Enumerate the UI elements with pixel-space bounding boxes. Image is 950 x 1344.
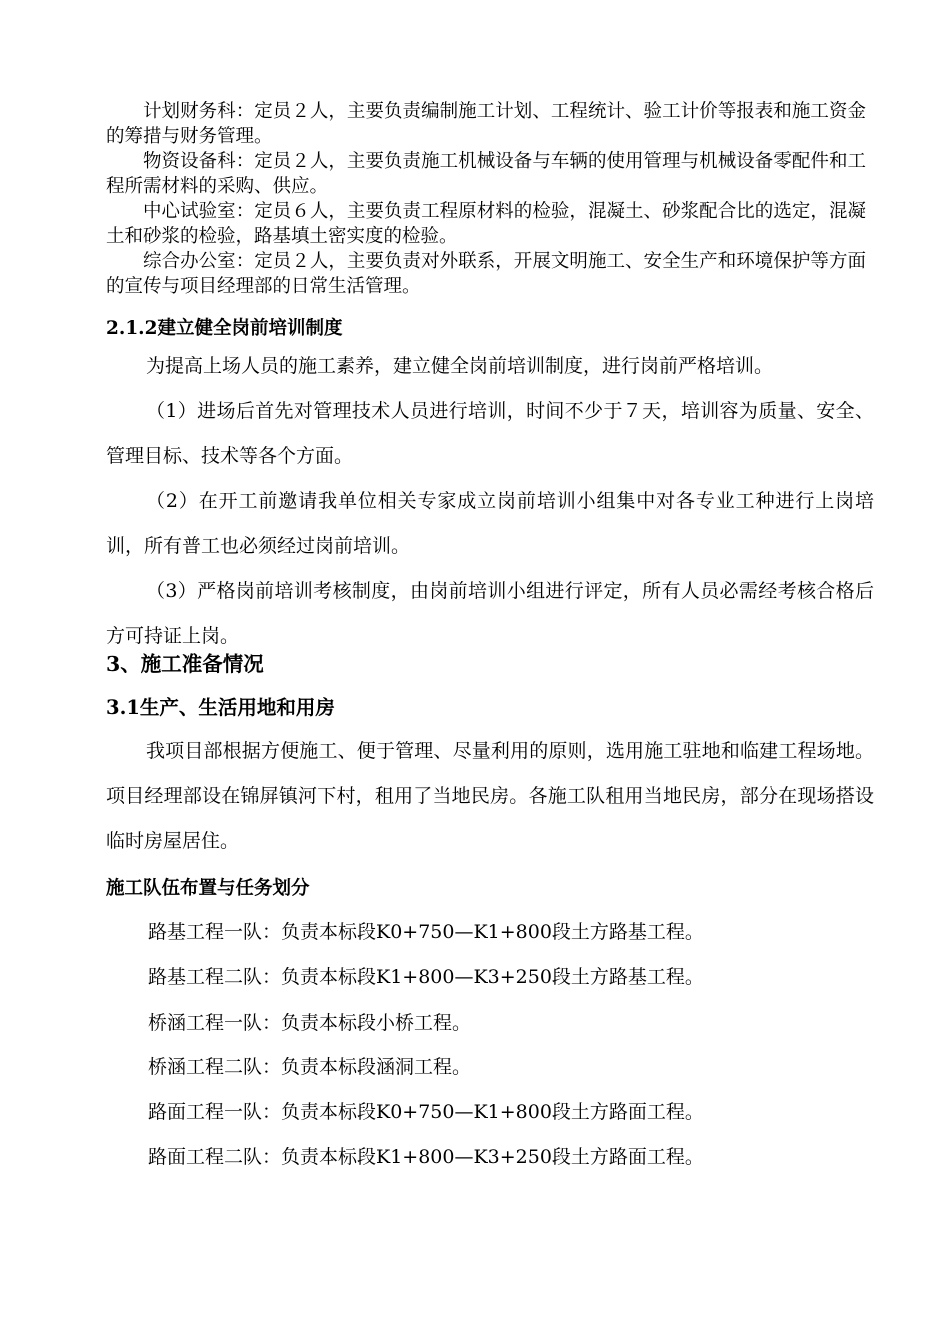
body-paragraph: 我项目部根据方便施工、便于管理、尽量利用的原则，选用施工驻地和临建工程场地。项目经理部设在锦屏镇河下村，租用了当地民房。各施工队租用当地民房，部分在现场搭设临时房屋居住。 xyxy=(106,740,874,852)
section-heading-3-1: 3.1生产、生活用地和用房 xyxy=(106,696,335,719)
department-paragraph: 物资设备科：定员２人，主要负责施工机械设备与车辆的使用管理与机械设备零配件和工程所需材料的采购、供应。 xyxy=(106,151,866,197)
team-item: 路基工程一队：负责本标段K0+750—K1+800段土方路基工程。 xyxy=(148,921,704,943)
section-212-body xyxy=(106,344,874,659)
team-item: 桥涵工程二队：负责本标段涵洞工程。 xyxy=(148,1056,472,1078)
team-item: 桥涵工程一队：负责本标段小桥工程。 xyxy=(148,1012,472,1034)
team-item: 路面工程二队：负责本标段K1+800—K3+250段土方路面工程。 xyxy=(148,1146,704,1168)
intro-paragraph: 为提高上场人员的施工素养，建立健全岗前培训制度，进行岗前严格培训。 xyxy=(146,355,774,377)
section-heading-3: 3、施工准备情况 xyxy=(106,652,264,676)
department-paragraph: 中心试验室：定员６人，主要负责工程原材料的检验，混凝土、砂浆配合比的选定，混凝土和砂浆的检验，路基填土密实度的检验。 xyxy=(106,201,866,247)
section-heading-2-1-2: 2.1.2建立健全岗前培训制度 xyxy=(106,318,343,339)
list-item: （1）进场后首先对管理技术人员进行培训，时间不少于７天，培训容为质量、安全、管理目标、技术等各个方面。 xyxy=(106,400,874,467)
department-paragraph: 计划财务科：定员２人，主要负责编制施工计划、工程统计、验工计价等报表和施工资金的筹措与财务管理。 xyxy=(106,101,866,147)
team-item: 路基工程二队：负责本标段K1+800—K3+250段土方路基工程。 xyxy=(148,966,704,988)
department-paragraph: 综合办公室：定员２人，主要负责对外联系，开展文明施工、安全生产和环境保护等方面的宣传与项目经理部的日常生活管理。 xyxy=(106,251,866,297)
teams-heading: 施工队伍布置与任务划分 xyxy=(106,878,310,899)
list-item: （3）严格岗前培训考核制度，由岗前培训小组进行评定，所有人员必需经考核合格后方可持证上岗。 xyxy=(106,580,874,647)
team-item: 路面工程一队：负责本标段K0+750—K1+800段土方路面工程。 xyxy=(148,1101,704,1123)
list-item: （2）在开工前邀请我单位相关专家成立岗前培训小组集中对各专业工种进行上岗培训，所有普工也必须经过岗前培训。 xyxy=(106,490,874,557)
section-31-body xyxy=(106,729,874,864)
